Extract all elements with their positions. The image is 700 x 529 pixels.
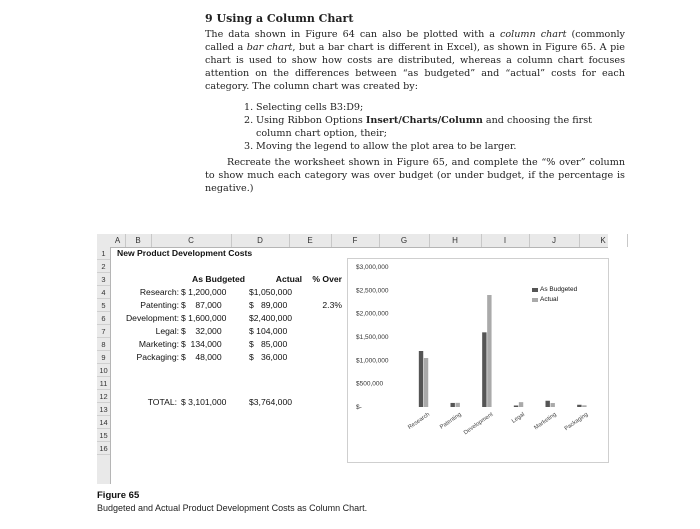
text-run: bar chart xyxy=(246,42,293,53)
text-run: (commonly called a xyxy=(205,29,625,53)
over-value[interactable] xyxy=(304,351,342,364)
row-header-2[interactable]: 2 xyxy=(97,260,110,273)
budgeted-value[interactable]: $ 87,000 xyxy=(181,299,222,310)
exercise-paragraph xyxy=(205,156,625,195)
legend-label: Actual xyxy=(540,296,559,303)
column-header-e[interactable]: E xyxy=(289,234,332,247)
steps-list xyxy=(244,101,629,153)
header-actual[interactable]: Actual xyxy=(275,274,302,284)
header-budgeted[interactable]: As Budgeted xyxy=(192,274,245,284)
step-number: 1. xyxy=(244,102,254,113)
y-tick-label: $2,500,000 xyxy=(356,287,389,295)
over-value[interactable] xyxy=(304,286,342,299)
section-title: 9 Using a Column Chart xyxy=(205,12,354,25)
row-header-15[interactable]: 15 xyxy=(97,429,110,442)
legend-item[interactable] xyxy=(532,285,590,295)
bar-actual[interactable] xyxy=(519,402,523,407)
category-label[interactable]: Legal: xyxy=(155,325,179,336)
row-header-9[interactable]: 9 xyxy=(97,351,110,364)
bar-actual[interactable] xyxy=(487,295,491,407)
column-header-j[interactable]: J xyxy=(529,234,580,247)
bar-as-budgeted[interactable] xyxy=(514,406,518,407)
column-header-a[interactable]: A xyxy=(110,234,126,247)
x-tick-label: Research xyxy=(407,411,431,431)
actual-value[interactable]: $1,050,000 xyxy=(249,287,293,297)
row-header-16[interactable]: 16 xyxy=(97,442,110,455)
budgeted-value[interactable]: $ 134,000 xyxy=(181,338,222,349)
row-header-8[interactable]: 8 xyxy=(97,338,110,351)
actual-value[interactable]: $ 104,000 xyxy=(249,325,288,336)
step-text xyxy=(256,114,629,140)
exercise-text: Recreate the worksheet shown in Figure 65, and complete the “% over” column to show much each category was over budget (or under budget, if the percentage is negative.) xyxy=(205,157,625,194)
over-value[interactable] xyxy=(304,338,342,351)
step-text xyxy=(256,140,629,153)
header-over[interactable]: % Over xyxy=(312,274,342,284)
text-run: Insert/Charts/Column xyxy=(365,115,483,126)
row-header-14[interactable]: 14 xyxy=(97,416,110,429)
row-header-5[interactable]: 5 xyxy=(97,299,110,312)
y-tick-label: $1,000,000 xyxy=(356,357,389,365)
bar-actual[interactable] xyxy=(551,403,555,407)
step-number: 2. xyxy=(244,115,254,126)
bar-actual[interactable] xyxy=(424,358,428,407)
x-tick-label: Marketing xyxy=(533,411,558,432)
x-tick-label: Legal xyxy=(510,411,526,425)
row-header-3[interactable]: 3 xyxy=(97,273,110,286)
column-header-b[interactable]: B xyxy=(125,234,152,247)
row-header-12[interactable]: 12 xyxy=(97,390,110,403)
column-header-g[interactable]: G xyxy=(379,234,430,247)
column-header-d[interactable]: D xyxy=(231,234,290,247)
budgeted-value[interactable]: $ 1,600,000 xyxy=(181,312,227,323)
category-label[interactable]: Research: xyxy=(139,287,179,297)
column-header-c[interactable]: C xyxy=(151,234,232,247)
category-label[interactable]: Packaging: xyxy=(136,351,179,362)
legend-label: As Budgeted xyxy=(540,286,578,293)
y-tick-label: $2,000,000 xyxy=(356,310,389,318)
figure-caption: Budgeted and Actual Product Development Costs as Column Chart. xyxy=(97,503,368,513)
row-header-1[interactable]: 1 xyxy=(97,247,110,260)
budgeted-value[interactable]: $ 32,000 xyxy=(181,325,222,336)
bar-as-budgeted[interactable] xyxy=(577,405,581,407)
actual-value[interactable]: $ 85,000 xyxy=(249,338,288,349)
legend-item[interactable] xyxy=(532,295,590,305)
step-item xyxy=(244,140,629,153)
column-header-f[interactable]: F xyxy=(331,234,380,247)
bar-actual[interactable] xyxy=(456,403,460,407)
x-tick-label: Patenting xyxy=(439,411,463,431)
bar-as-budgeted[interactable] xyxy=(451,403,455,407)
total-label[interactable]: TOTAL: xyxy=(147,397,177,407)
y-tick-label: $3,000,000 xyxy=(356,264,389,271)
step-item xyxy=(244,101,629,114)
text-run: Moving the legend to allow the plot area to be larger. xyxy=(256,141,517,152)
category-label[interactable]: Marketing: xyxy=(138,338,179,349)
total-actual[interactable]: $3,764,000 xyxy=(249,397,293,407)
bar-as-budgeted[interactable] xyxy=(482,332,486,407)
bar-as-budgeted[interactable] xyxy=(419,351,423,407)
legend-swatch xyxy=(532,288,538,292)
legend-swatch xyxy=(532,298,538,302)
over-value[interactable]: 2.3% xyxy=(322,299,342,310)
step-text xyxy=(256,101,629,114)
over-value[interactable] xyxy=(304,312,342,325)
column-chart[interactable] xyxy=(347,258,609,463)
budgeted-value[interactable]: $ 48,000 xyxy=(181,351,222,362)
y-tick-label: $- xyxy=(356,404,362,411)
text-run: Using Ribbon Options xyxy=(256,115,366,126)
total-budgeted[interactable]: $ 3,101,000 xyxy=(181,397,227,407)
text-run: and choosing the first column chart option, their; xyxy=(256,115,592,139)
budgeted-value[interactable]: $ 1,200,000 xyxy=(181,287,227,297)
text-run: Selecting cells B3:D9; xyxy=(256,102,364,113)
step-item xyxy=(244,114,629,140)
y-tick-label: $500,000 xyxy=(356,380,384,388)
column-header-k[interactable]: K xyxy=(579,234,628,247)
column-header-i[interactable]: I xyxy=(481,234,530,247)
y-tick-label: $1,500,000 xyxy=(356,334,389,341)
column-header-h[interactable]: H xyxy=(429,234,482,247)
x-tick-label: Packaging xyxy=(563,411,590,433)
step-number: 3. xyxy=(244,141,254,152)
category-label[interactable]: Patenting: xyxy=(140,299,179,310)
row-header-11[interactable]: 11 xyxy=(97,377,110,390)
actual-value[interactable]: $ 89,000 xyxy=(249,299,288,310)
category-label[interactable]: Development: xyxy=(125,312,179,323)
intro-paragraph xyxy=(205,28,625,93)
text-run: The data shown in Figure 64 can also be plotted with a xyxy=(205,29,501,40)
row-header-bar xyxy=(97,247,111,484)
text-run: column chart xyxy=(500,29,567,40)
chart-legend[interactable] xyxy=(532,285,590,305)
text-run: , but a bar chart is different in Excel), as shown in Figure 65. A pie chart is used to show how costs are distributed, whereas a column chart focuses attention on the differences between “as budgeted” and “actual” costs for each category. The column chart was created by: xyxy=(205,42,625,92)
actual-value[interactable]: $2,400,000 xyxy=(249,312,293,323)
sheet-title[interactable]: New Product Development Costs xyxy=(117,248,253,258)
figure-label: Figure 65 xyxy=(97,490,140,501)
over-value[interactable] xyxy=(304,325,342,338)
row-header-6[interactable]: 6 xyxy=(97,312,110,325)
row-header-7[interactable]: 7 xyxy=(97,325,110,338)
row-header-13[interactable]: 13 xyxy=(97,403,110,416)
x-tick-label: Development xyxy=(462,411,495,437)
column-header-bar xyxy=(97,234,608,248)
actual-value[interactable]: $ 36,000 xyxy=(249,351,288,362)
row-header-10[interactable]: 10 xyxy=(97,364,110,377)
bar-as-budgeted[interactable] xyxy=(546,401,550,407)
row-header-4[interactable]: 4 xyxy=(97,286,110,299)
bar-actual[interactable] xyxy=(582,405,586,407)
